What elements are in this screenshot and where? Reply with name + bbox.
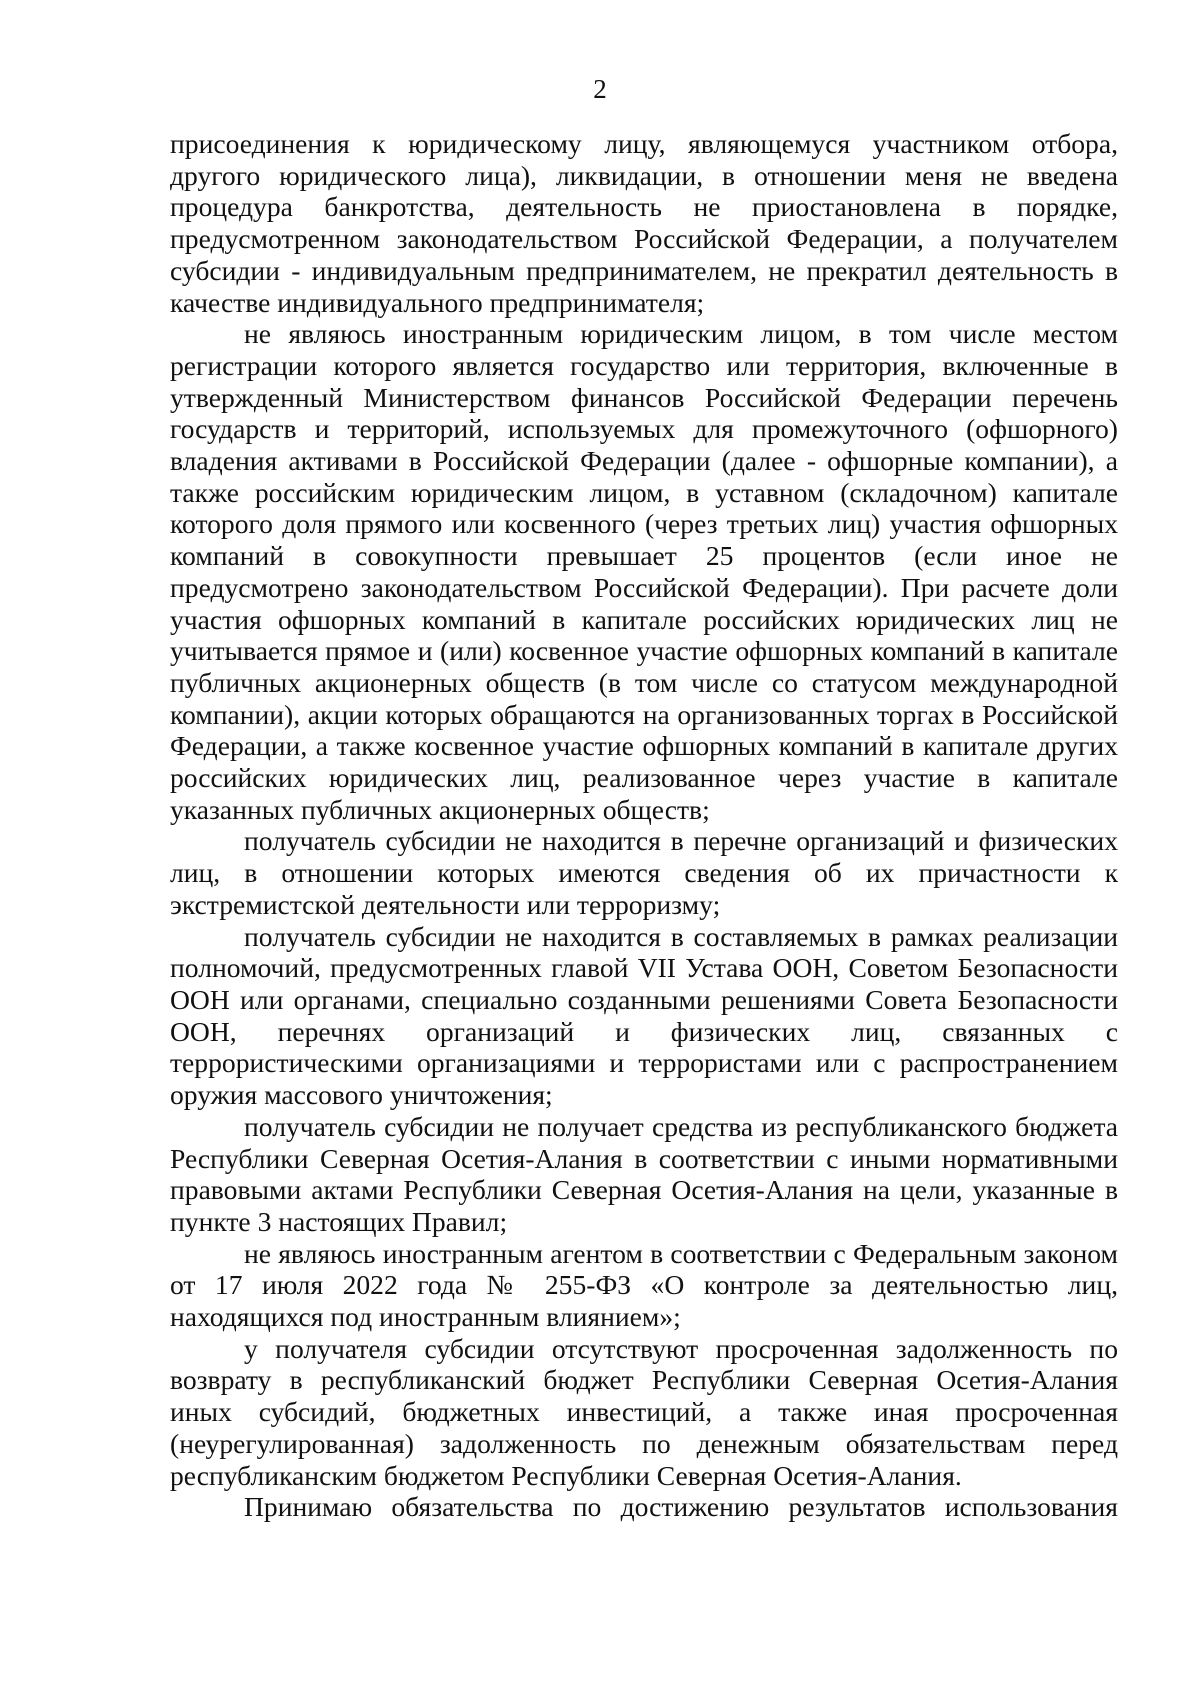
paragraph-no-debt: у получателя субсидии отсутствуют просроченная задолженность по возврату в республиканский бюджет Республики Северная Осетия-Алания иных субсидий, бюджетных инвестиций, а также иная просроченная (неурегулированная) задолженность по денежным обязательствам перед республиканским бюджетом Республики Северная Осетия-Алания. — [170, 1332, 1118, 1491]
paragraph-continuation: присоединения к юридическому лицу, являющемуся участником отбора, другого юридического лица), ликвидации, в отношении меня не введена процедура банкротства, деятельность не приостановлена в порядке, предусмотренном законодательством Российской Федерации, а получателем субсидии - индивидуальным предпринимателем, не прекратил деятельность в качестве индивидуального предпринимателя; — [170, 128, 1118, 318]
paragraph-not-foreign-entity: не являюсь иностранным юридическим лицом, в том числе местом регистрации которого является государство или территория, включенные в утвержденный Министерством финансов Российской Федерации перечень государств и территорий, используемых для промежуточного (офшорного) владения активами в Российской Федерации (далее - офшорные компании), а также российским юридическим лицом, в уставном (складочном) капитале которого доля прямого или косвенного (через третьих лиц) участия офшорных компаний в совокупности превышает 25 процентов (если иное не предусмотрено законодательством Российской Федерации). При расчете доли участия офшорных компаний в капитале российских юридических лиц не учитывается прямое и (или) косвенное участие офшорных компаний в капитале публичных акционерных обществ (в том числе со статусом международной компании), акции которых обращаются на организованных торгах в Российской Федерации, а также косвенное участие офшорных компаний в капитале других российских юридических лиц, реализованное через участие в капитале указанных публичных акционерных обществ; — [170, 318, 1118, 825]
document-body — [170, 128, 1118, 1523]
paragraph-un-sanctions-list: получатель субсидии не находится в составляемых в рамках реализации полномочий, предусмотренных главой VII Устава ООН, Советом Безопасности ООН или органами, специально созданными решениями Совета Безопасности ООН, перечнях организаций и физических лиц, связанных с террористическими организациями и террористами или с распространением оружия массового уничтожения; — [170, 920, 1118, 1111]
paragraph-foreign-agent: не являюсь иностранным агентом в соответствии с Федеральным законом от 17 июля 2022 года № 255-ФЗ «О контроле за деятельностью лиц, находящихся под иностранным влиянием»; — [170, 1237, 1118, 1333]
paragraph-extremism-list: получатель субсидии не находится в перечне организаций и физических лиц, в отношении которых имеются сведения об их причастности к экстремистской деятельности или терроризму; — [170, 825, 1118, 920]
page-number: 2 — [593, 74, 607, 104]
paragraph-other-funding: получатель субсидии не получает средства из республиканского бюджета Республики Северная Осетия-Алания в соответствии с иными нормативными правовыми актами Республики Северная Осетия-Алания на цели, указанные в пункте 3 настоящих Правил; — [170, 1110, 1118, 1237]
paragraph-obligations: Принимаю обязательства по достижению результатов использования — [244, 1491, 1118, 1523]
